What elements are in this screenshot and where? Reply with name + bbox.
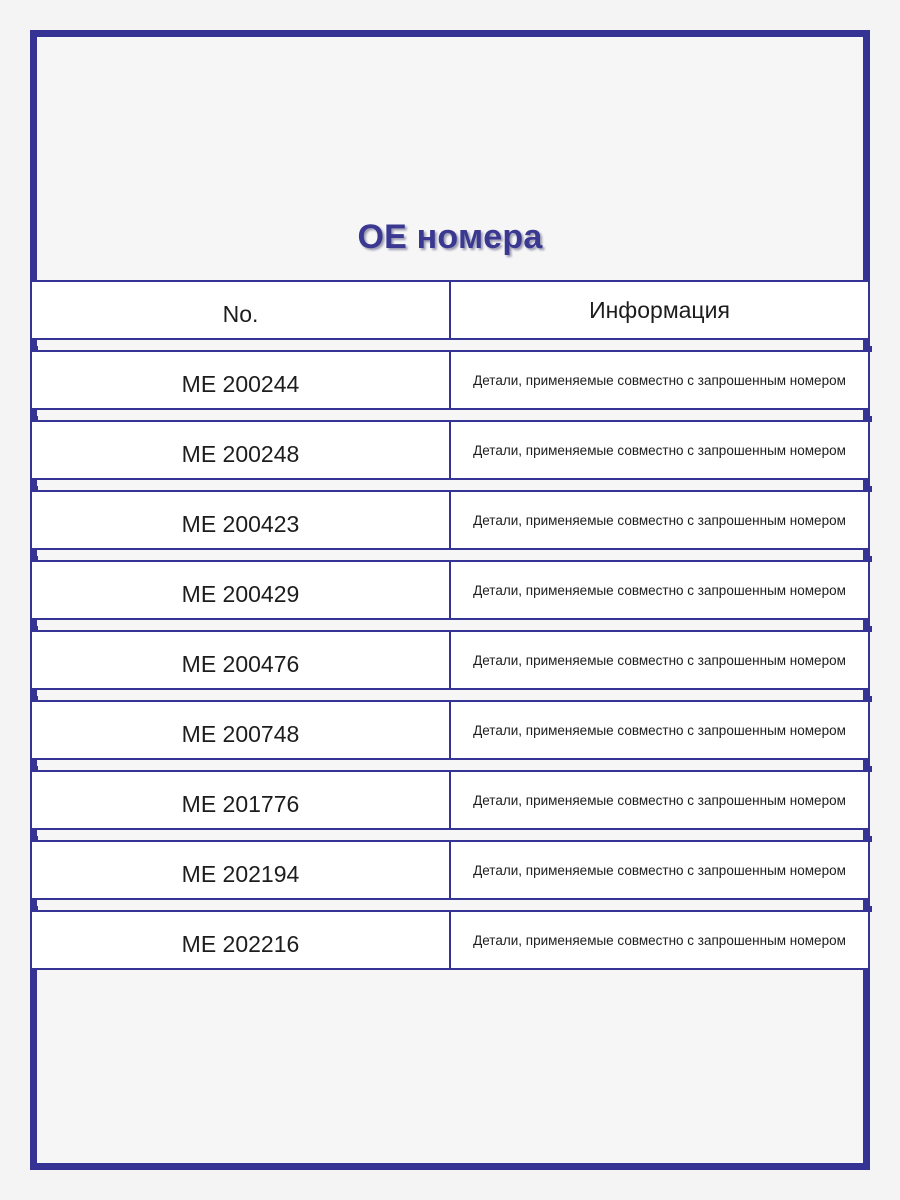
- info-text: Детали, применяемые совместно с запрошенным номером: [473, 652, 846, 668]
- table-row: [30, 770, 870, 830]
- info-cell: [449, 560, 870, 620]
- info-text: Детали, применяемые совместно с запрошенным номером: [473, 372, 846, 388]
- oe-number-cell: [30, 420, 451, 480]
- oe-number-cell: [30, 840, 451, 900]
- oe-number: ME 201776: [181, 790, 300, 817]
- oe-number-cell: [30, 490, 451, 550]
- info-cell: [449, 490, 870, 550]
- oe-number: ME 200423: [181, 510, 300, 537]
- oe-number: ME 202216: [181, 930, 300, 957]
- info-text: Детали, применяемые совместно с запрошенным номером: [473, 722, 846, 738]
- table-header: [30, 280, 870, 340]
- table-row: [30, 420, 870, 480]
- header-number: [30, 280, 451, 340]
- info-text: Детали, применяемые совместно с запрошенным номером: [473, 792, 846, 808]
- info-cell: [449, 770, 870, 830]
- info-text: Детали, применяемые совместно с запрошенным номером: [473, 582, 846, 598]
- page-title: OE номера: [357, 218, 543, 256]
- header-info: [449, 280, 870, 340]
- info-cell: [449, 630, 870, 690]
- info-text: Детали, применяемые совместно с запрошенным номером: [473, 442, 846, 458]
- oe-number-cell: [30, 560, 451, 620]
- table-row: [30, 490, 870, 550]
- table-row: [30, 560, 870, 620]
- info-cell: [449, 700, 870, 760]
- oe-number: ME 200748: [181, 720, 300, 747]
- oe-number-cell: [30, 630, 451, 690]
- oe-number-cell: [30, 910, 451, 970]
- table-row: [30, 350, 870, 410]
- info-text: Детали, применяемые совместно с запрошенным номером: [473, 862, 846, 878]
- oe-number: ME 200244: [181, 370, 300, 397]
- info-cell: [449, 420, 870, 480]
- table-row: [30, 840, 870, 900]
- table-row: [30, 910, 870, 970]
- oe-number: ME 202194: [181, 860, 300, 887]
- header-number-label: No.: [222, 300, 259, 327]
- info-text: Детали, применяемые совместно с запрошенным номером: [473, 932, 846, 948]
- info-cell: [449, 350, 870, 410]
- info-text: Детали, применяемые совместно с запрошенным номером: [473, 512, 846, 528]
- info-cell: [449, 840, 870, 900]
- table-row: [30, 630, 870, 690]
- oe-number-cell: [30, 350, 451, 410]
- info-cell: [449, 910, 870, 970]
- oe-number: ME 200476: [181, 650, 300, 677]
- header-info-label: Информация: [589, 296, 730, 323]
- table-row: [30, 700, 870, 760]
- oe-number-cell: [30, 770, 451, 830]
- oe-number: ME 200248: [181, 440, 300, 467]
- oe-number-cell: [30, 700, 451, 760]
- oe-number: ME 200429: [181, 580, 300, 607]
